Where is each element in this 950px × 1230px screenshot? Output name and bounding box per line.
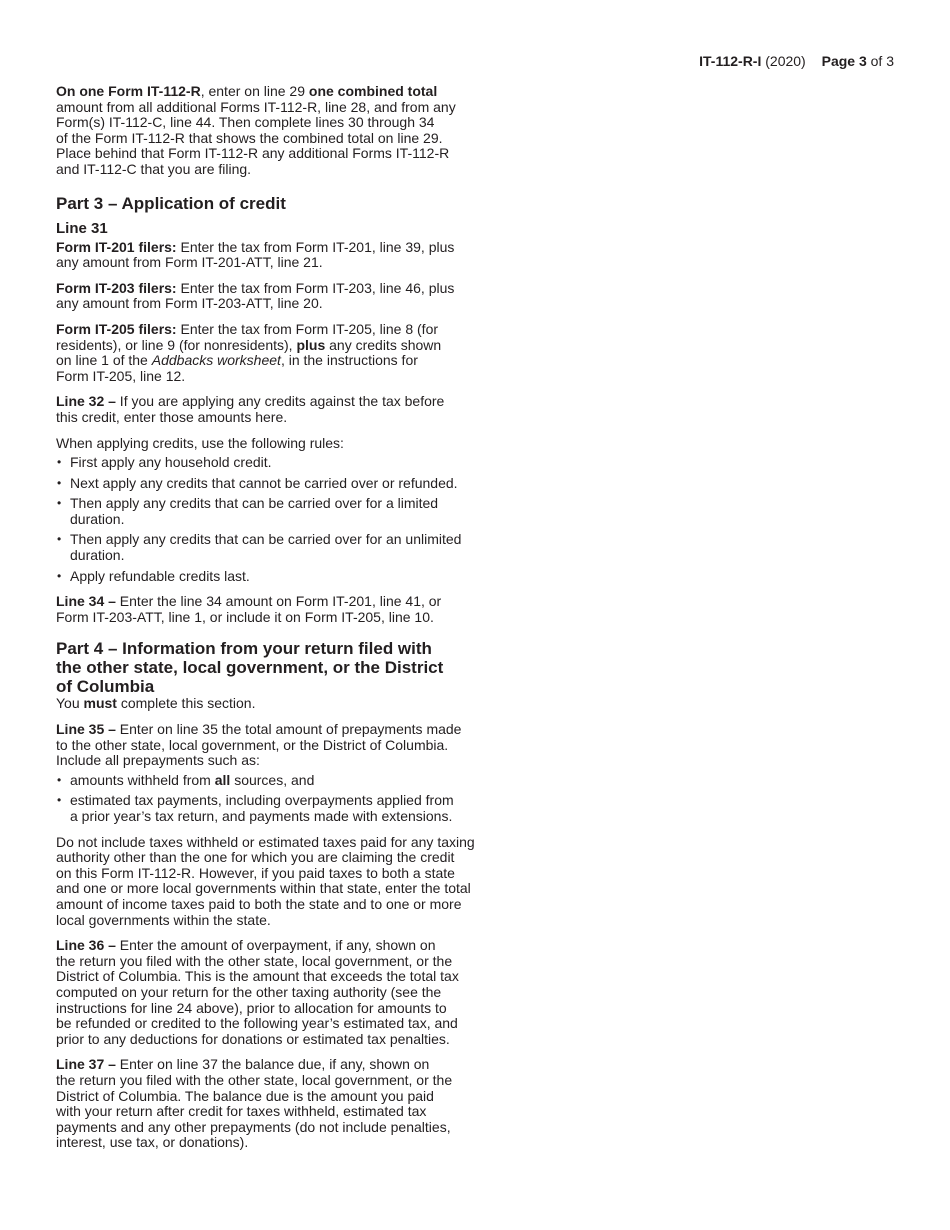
line37-text: Enter on line 37 the balance due, if any, shown on <box>115 1056 430 1073</box>
paragraph-line: and one or more local governments within that state, enter the total <box>56 880 471 897</box>
form-year: (2020) <box>765 53 806 69</box>
paragraph-line: prior to any deductions for donations or estimated tax penalties. <box>56 1030 450 1047</box>
paragraph-line: amount of income taxes paid to both the state and to one or more <box>56 895 462 912</box>
line37-label: Line 37 – <box>56 1056 116 1073</box>
list-item-text: • Then apply any credits that can be carried over for a limited <box>70 495 439 512</box>
line36-label: Line 36 – <box>56 937 116 954</box>
line32-paragraph <box>56 394 476 425</box>
line37-paragraph <box>56 1057 476 1151</box>
list-item-text: • First apply any household credit. <box>70 454 272 471</box>
part3-heading: Part 3 – Application of credit <box>56 193 286 213</box>
line34-label: Line 34 – <box>56 593 116 610</box>
list-item <box>56 569 476 585</box>
line35-text: Enter on line 35 the total amount of prepayments made <box>115 721 462 738</box>
paragraph-line: District of Columbia. The balance due is the amount you paid <box>56 1087 434 1104</box>
paragraph-line: the return you filed with the other state, local government, or the <box>56 1071 453 1088</box>
paragraph-line: interest, use tax, or donations). <box>56 1134 249 1151</box>
list-item-text: • Then apply any credits that can be carried over for an unlimited <box>70 531 462 548</box>
line34-paragraph <box>56 594 476 625</box>
line35-text: to the other state, local government, or the District of Columbia. <box>56 736 449 753</box>
list-item-text: a prior year’s tax return, and payments made with extensions. <box>70 808 453 824</box>
instructions-column <box>56 84 476 1161</box>
it203-text: any amount from Form IT-203-ATT, line 20. <box>56 295 323 312</box>
it201-text: Enter the tax from Form IT-201, line 39, plus <box>176 238 455 255</box>
it201-filers-paragraph <box>56 240 476 271</box>
it205-text: Form IT-205, line 12. <box>56 367 186 384</box>
it205-text: any credits shown <box>325 336 442 353</box>
it205-filers-paragraph <box>56 322 476 384</box>
it205-plus-emphasis: plus <box>296 336 326 353</box>
addbacks-worksheet-ref: Addbacks worksheet <box>151 352 281 369</box>
list-item-text: amounts withheld from <box>70 771 215 788</box>
list-item <box>56 793 476 824</box>
it205-text: Enter the tax from Form IT-205, line 8 (for <box>176 320 439 337</box>
paragraph-line: with your return after credit for taxes withheld, estimated tax <box>56 1103 427 1120</box>
paragraph-line: the return you filed with the other state, local government, or the <box>56 952 453 969</box>
credit-rules-list <box>56 455 476 584</box>
it201-text: any amount from Form IT-201-ATT, line 21. <box>56 254 323 271</box>
paragraph-line: Do not include taxes withheld or estimated taxes paid for any taxing <box>56 833 475 850</box>
intro-line: of the Form IT-112-R that shows the combined total on line 29. <box>56 129 443 146</box>
list-item-text: duration. <box>70 510 125 527</box>
rules-intro: When applying credits, use the following rules: <box>56 434 344 451</box>
list-item <box>56 532 476 563</box>
it203-label: Form IT-203 filers: <box>56 279 177 296</box>
line32-text: this credit, enter those amounts here. <box>56 408 288 425</box>
list-item-text: sources, and <box>230 771 315 788</box>
list-item-text: • estimated tax payments, including overpayments applied from <box>70 792 454 809</box>
must-text: complete this section. <box>116 695 256 712</box>
intro-bold-emphasis: one combined total <box>308 83 438 99</box>
intro-line: and IT-112-C that you are filing. <box>56 160 252 177</box>
line35-text: Include all prepayments such as: <box>56 752 260 769</box>
page-number: Page 3 <box>821 53 867 69</box>
must-emphasis: must <box>83 695 117 712</box>
line34-text: Form IT-203-ATT, line 1, or include it on Form IT-205, line 10. <box>56 608 434 625</box>
paragraph-line: District of Columbia. This is the amount that exceeds the total tax <box>56 968 459 985</box>
intro-paragraph <box>56 84 476 178</box>
it205-text: residents), or line 9 (for nonresidents), <box>56 336 297 353</box>
paragraph-line: computed on your return for the other taxing authority (see the <box>56 983 442 1000</box>
page-header <box>699 53 894 69</box>
intro-line: Form(s) IT-112-C, line 44. Then complete lines 30 through 34 <box>56 114 435 131</box>
page-total: of 3 <box>870 53 894 69</box>
intro-line: Place behind that Form IT-112-R any additional Forms IT-112-R <box>56 145 450 162</box>
part4-heading-line: the other state, local government, or the District <box>56 658 444 678</box>
part4-heading-line: Part 4 – Information from your return filed with <box>56 639 432 659</box>
paragraph-line: payments and any other prepayments (do not include penalties, <box>56 1118 451 1135</box>
paragraph-line: authority other than the one for which you are claiming the credit <box>56 849 455 866</box>
list-item-text: • Next apply any credits that cannot be carried over or refunded. <box>70 474 458 491</box>
form-id: IT-112-R-I <box>699 53 762 69</box>
paragraph-line: be refunded or credited to the following year’s estimated tax, and <box>56 1015 458 1032</box>
line31-heading: Line 31 <box>56 219 108 237</box>
must-text: You <box>56 695 84 712</box>
line36-text: Enter the amount of overpayment, if any, shown on <box>115 937 436 954</box>
prepayments-list <box>56 773 476 825</box>
part4-heading <box>56 639 476 696</box>
it205-text: on line 1 of the <box>56 352 152 369</box>
intro-bold-lead: On one Form IT-112-R <box>56 83 201 99</box>
intro-line: amount from all additional Forms IT-112-R, line 28, and from any <box>56 98 456 115</box>
line36-paragraph <box>56 938 476 1047</box>
list-item <box>56 476 476 492</box>
it203-filers-paragraph <box>56 281 476 312</box>
paragraph-line: on this Form IT-112-R. However, if you paid taxes to both a state <box>56 864 455 881</box>
list-item-text: • Apply refundable credits last. <box>70 567 250 584</box>
it201-label: Form IT-201 filers: <box>56 238 177 255</box>
line34-text: Enter the line 34 amount on Form IT-201, line 41, or <box>115 593 442 610</box>
it205-label: Form IT-205 filers: <box>56 320 177 337</box>
all-emphasis: all <box>214 771 231 788</box>
it203-text: Enter the tax from Form IT-203, line 46, plus <box>176 279 455 296</box>
line35-paragraph <box>56 722 476 769</box>
list-item <box>56 773 476 789</box>
list-item-text: duration. <box>70 547 125 564</box>
part4-heading-line: of Columbia <box>56 677 155 697</box>
list-item <box>56 455 476 471</box>
intro-text: , enter on line 29 <box>200 83 309 99</box>
line32-text: If you are applying any credits against the tax before <box>115 393 445 410</box>
must-complete-note <box>56 696 476 712</box>
list-item <box>56 496 476 527</box>
paragraph-line: local governments within the state. <box>56 911 271 928</box>
do-not-include-paragraph <box>56 835 476 929</box>
paragraph-line: instructions for line 24 above), prior to allocation for amounts to <box>56 999 447 1016</box>
it205-text: , in the instructions for <box>280 352 418 369</box>
line32-label: Line 32 – <box>56 393 116 410</box>
line35-label: Line 35 – <box>56 721 116 738</box>
